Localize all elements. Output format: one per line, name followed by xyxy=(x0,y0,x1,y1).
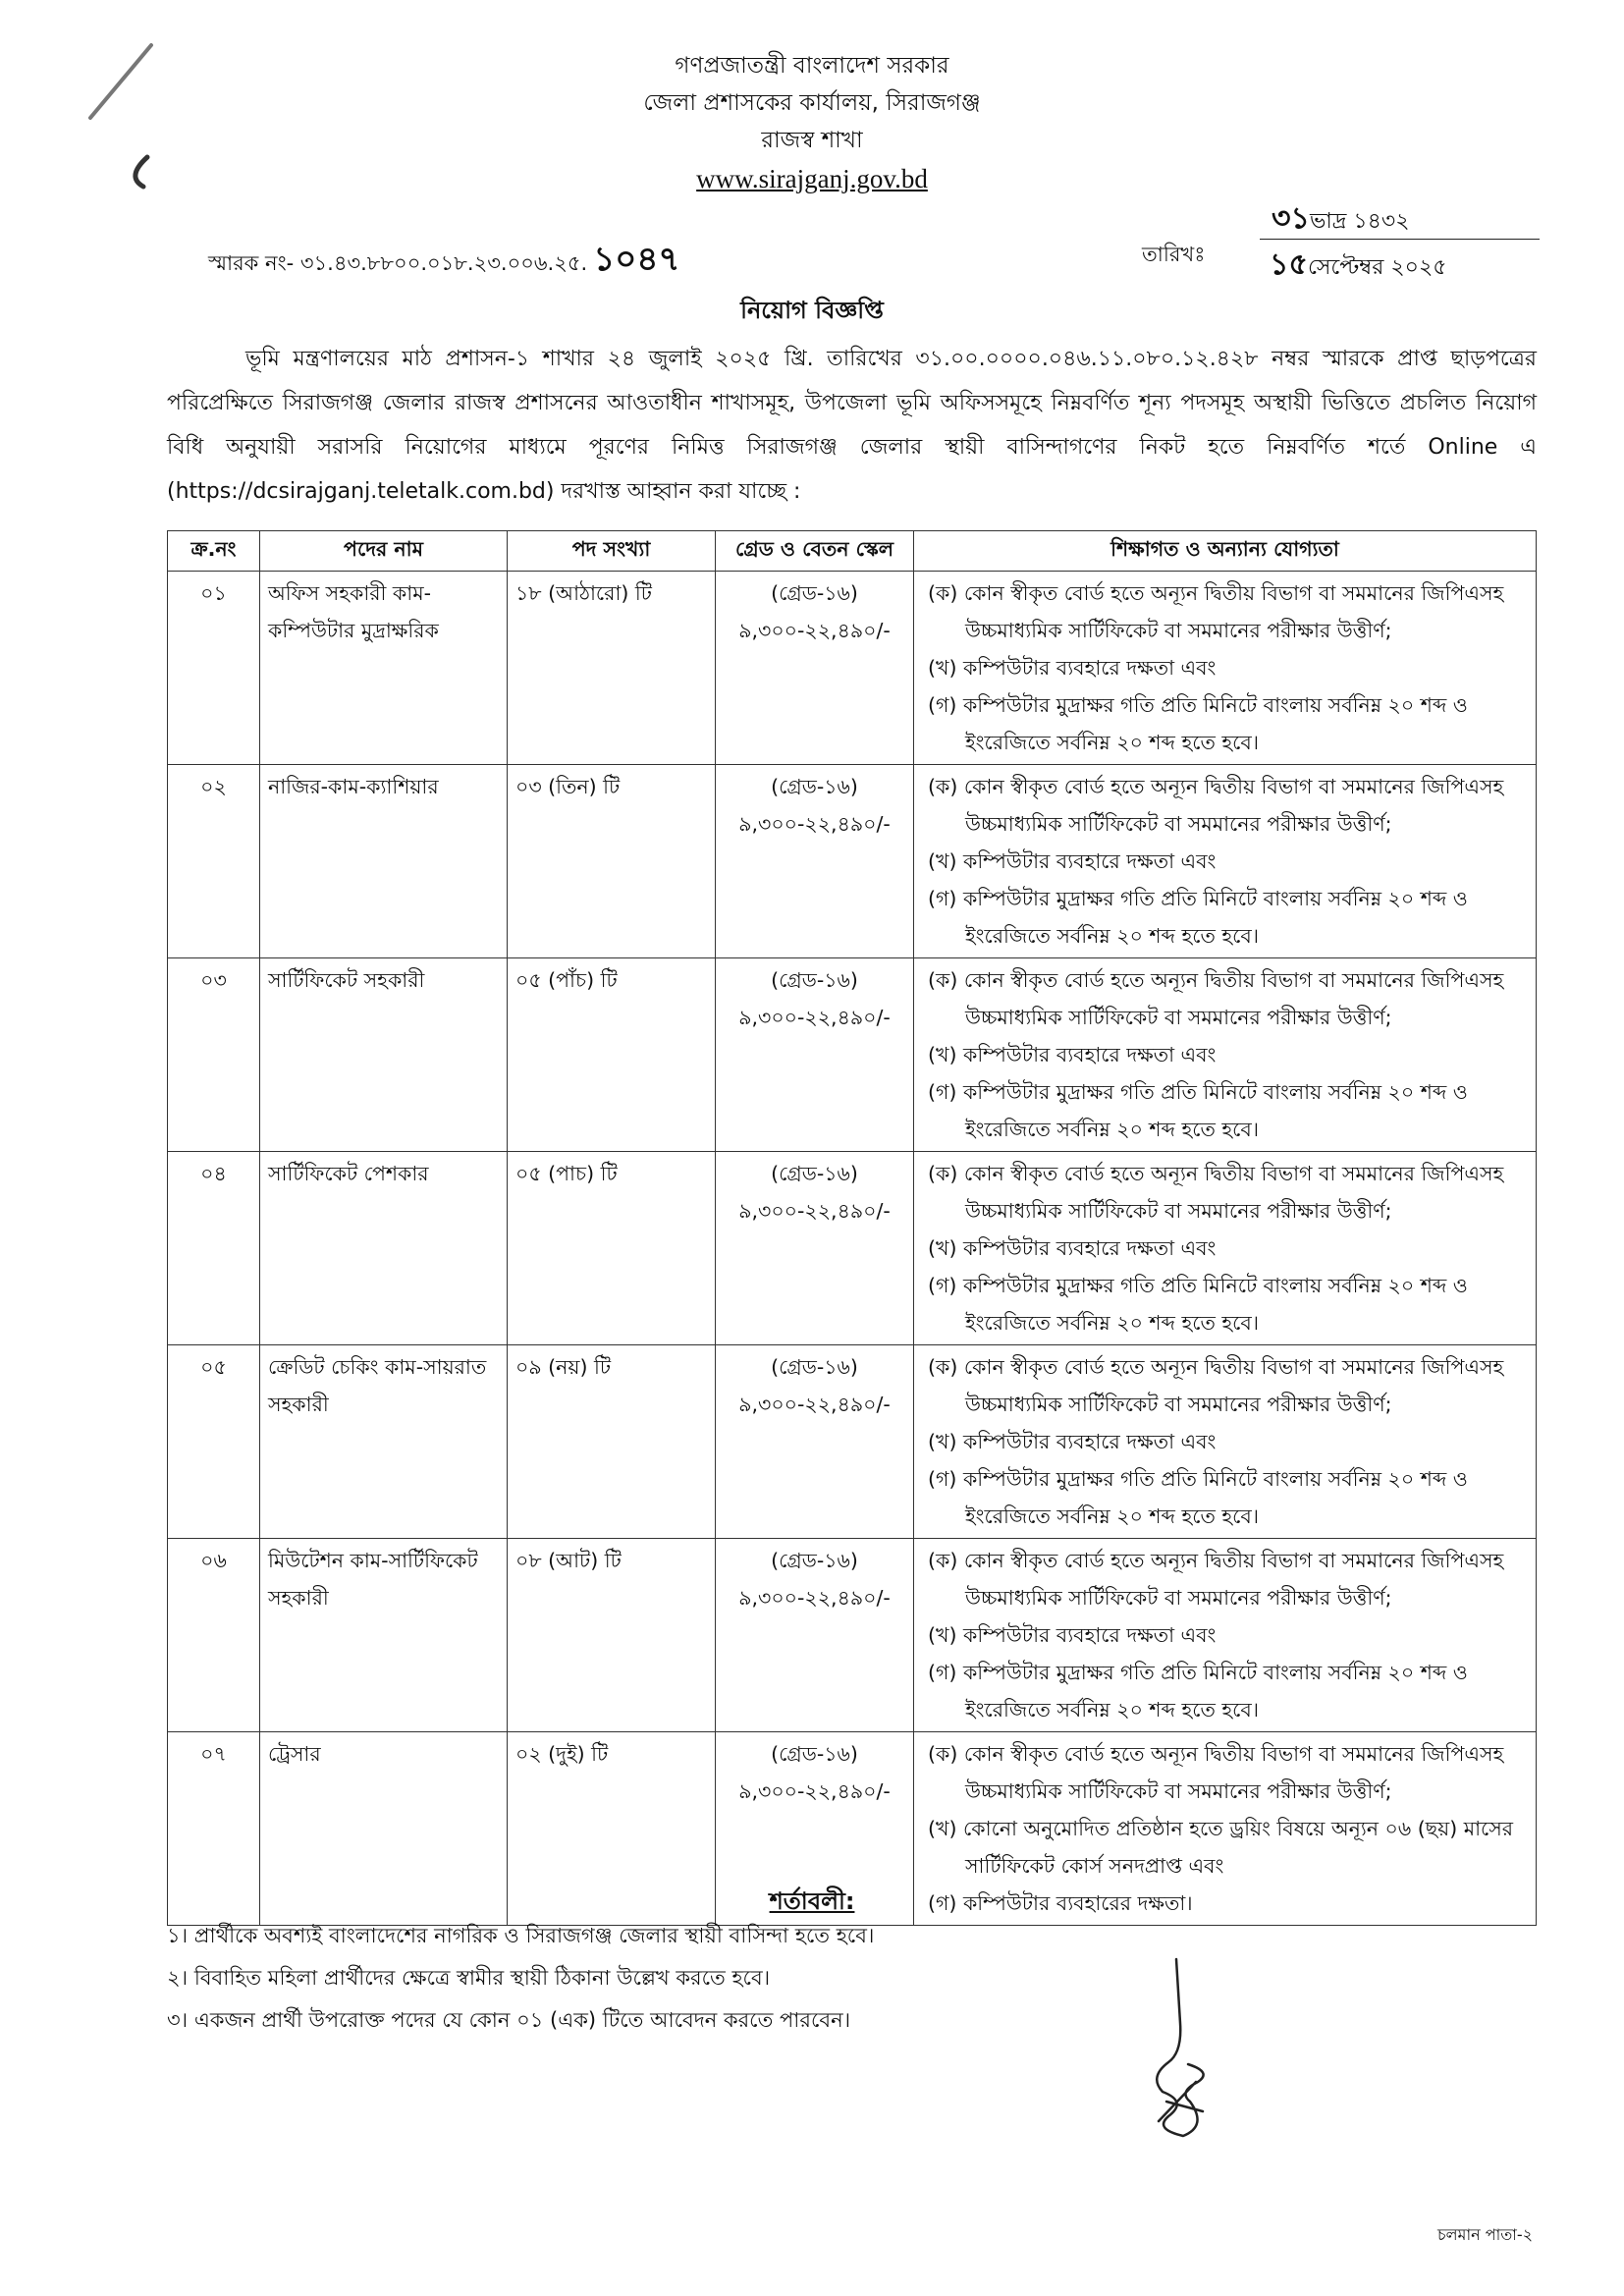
memo-number xyxy=(208,234,680,290)
qualification-a: (ক) কোন স্বীকৃত বোর্ড হতে অন্যূন দ্বিতীয় বিভাগ বা সমমানের জিপিএসহ উচ্চমাধ্যমিক সার্টিফিকেট বা সমমানের পরীক্ষার উত্তীর্ণ; xyxy=(928,775,1504,836)
row-serial: ০৬ xyxy=(168,1539,260,1732)
row-serial: ০২ xyxy=(168,765,260,958)
qualification-a: (ক) কোন স্বীকৃত বোর্ড হতে অন্যূন দ্বিতীয় বিভাগ বা সমমানের জিপিএসহ উচ্চমাধ্যমিক সার্টিফিকেট বা সমমানের পরীক্ষার উত্তীর্ণ; xyxy=(928,581,1504,642)
qualification-b: (খ) কোনো অনুমোদিত প্রতিষ্ঠান হতে ড্রয়িং বিষয়ে অন্যূন ০৬ (ছয়) মাসের সার্টিফিকেট কোর্স সনদপ্রাপ্ত এবং xyxy=(928,1817,1514,1878)
qualification-c: (গ) কম্পিউটার মুদ্রাক্ষর গতি প্রতি মিনিটে বাংলায় সর্বনিম্ন ২০ শব্দ ও ইংরেজিতে সর্বনিম্ন ২০ শব্দ হতে হবে। xyxy=(928,1467,1468,1528)
row-post: সার্টিফিকেট সহকারী xyxy=(260,958,508,1152)
condition-item: ৩। একজন প্রার্থী উপরোক্ত পদের যে কোন ০১ (এক) টিতে আবেদন করতে পারবেন। xyxy=(167,2008,851,2032)
header-serial: ক্র.নং xyxy=(168,531,260,572)
pay-scale: ৯,৩০০-২২,৪৯০/- xyxy=(738,1779,891,1803)
pay-scale: ৯,৩০০-২২,৪৯০/- xyxy=(738,1393,891,1416)
continued-page-note: চলমান পাতা-২ xyxy=(1437,2225,1534,2244)
condition-item: ১। প্রার্থীকে অবশ্যই বাংলাদেশের নাগরিক ও সিরাজগঞ্জ জেলার স্থায়ী বাসিন্দা হতে হবে। xyxy=(167,1924,875,1947)
date-bangla-text: ভাদ্র ১৪৩২ xyxy=(1309,209,1410,234)
row-serial: ০৫ xyxy=(168,1345,260,1539)
pay-scale: ৯,৩০০-২২,৪৯০/- xyxy=(738,1199,891,1223)
qualification-a: (ক) কোন স্বীকৃত বোর্ড হতে অন্যূন দ্বিতীয় বিভাগ বা সমমানের জিপিএসহ উচ্চমাধ্যমিক সার্টিফিকেট বা সমমানের পরীক্ষার উত্তীর্ণ; xyxy=(928,1549,1504,1610)
grade-label: (গ্রেড-১৬) xyxy=(771,581,858,605)
row-serial: ০৩ xyxy=(168,958,260,1152)
row-serial: ০৪ xyxy=(168,1152,260,1345)
date-bangla xyxy=(1272,194,1410,245)
qualification-c: (গ) কম্পিউটার মুদ্রাক্ষর গতি প্রতি মিনিটে বাংলায় সর্বনিম্ন ২০ শব্দ ও ইংরেজিতে সর্বনিম্ন ২০ শব্দ হতে হবে। xyxy=(928,1661,1468,1722)
row-count: ০৩ (তিন) টি xyxy=(508,765,716,958)
office-name: জেলা প্রশাসকের কার্যালয়, সিরাজগঞ্জ xyxy=(643,90,981,116)
row-qualification xyxy=(914,1539,1537,1732)
table-row xyxy=(168,1539,1537,1732)
vacancy-table xyxy=(167,530,1537,1926)
qualification-b: (খ) কম্পিউটার ব্যবহারে দক্ষতা এবং xyxy=(928,656,1217,680)
row-post: ট্রেসার xyxy=(260,1732,508,1926)
qualification-b: (খ) কম্পিউটার ব্যবহারে দক্ষতা এবং xyxy=(928,1236,1217,1260)
row-post: সার্টিফিকেট পেশকার xyxy=(260,1152,508,1345)
table-row xyxy=(168,1345,1537,1539)
govt-name: গণপ্রজাতন্ত্রী বাংলাদেশ সরকার xyxy=(675,53,949,79)
memo-label: স্মারক নং- ৩১.৪৩.৮৮০০.০১৮.২৩.০০৬.২৫. xyxy=(208,251,588,275)
grade-label: (গ্রেড-১৬) xyxy=(771,1549,858,1572)
grade-label: (গ্রেড-১৬) xyxy=(771,1742,858,1766)
intro-paragraph xyxy=(167,337,1537,514)
header-count: পদ সংখ্যা xyxy=(508,531,716,572)
date-english xyxy=(1270,241,1447,291)
row-count: ০২ (দুই) টি xyxy=(508,1732,716,1926)
memo-handwritten-number: ১০৪৭ xyxy=(593,240,680,279)
row-qualification xyxy=(914,1345,1537,1539)
table-row xyxy=(168,765,1537,958)
date-bangla-day: ৩১ xyxy=(1272,201,1310,236)
row-grade xyxy=(716,1152,914,1345)
qualification-c: (গ) কম্পিউটার ব্যবহারের দক্ষতা। xyxy=(928,1891,1193,1915)
grade-label: (গ্রেড-১৬) xyxy=(771,775,858,798)
qualification-b: (খ) কম্পিউটার ব্যবহারে দক্ষতা এবং xyxy=(928,849,1217,873)
table-row xyxy=(168,1152,1537,1345)
notice-title: নিয়োগ বিজ্ঞপ্তি xyxy=(740,297,884,324)
grade-label: (গ্রেড-১৬) xyxy=(771,968,858,992)
qualification-a: (ক) কোন স্বীকৃত বোর্ড হতে অন্যূন দ্বিতীয় বিভাগ বা সমমানের জিপিএসহ উচ্চমাধ্যমিক সার্টিফিকেট বা সমমানের পরীক্ষার উত্তীর্ণ; xyxy=(928,968,1504,1029)
signature-image xyxy=(1129,1954,1227,2151)
row-qualification xyxy=(914,572,1537,765)
qualification-c: (গ) কম্পিউটার মুদ্রাক্ষর গতি প্রতি মিনিটে বাংলায় সর্বনিম্ন ২০ শব্দ ও ইংরেজিতে সর্বনিম্ন ২০ শব্দ হতে হবে। xyxy=(928,1274,1468,1335)
letterhead xyxy=(0,47,1624,198)
row-grade xyxy=(716,572,914,765)
header-grade: গ্রেড ও বেতন স্কেল xyxy=(716,531,914,572)
qualification-b: (খ) কম্পিউটার ব্যবহারে দক্ষতা এবং xyxy=(928,1623,1217,1647)
row-serial: ০৭ xyxy=(168,1732,260,1926)
table-row xyxy=(168,958,1537,1152)
row-post: অফিস সহকারী কাম-কম্পিউটার মুদ্রাক্ষরিক xyxy=(260,572,508,765)
date-english-day: ১৫ xyxy=(1270,247,1308,282)
row-count: ০৫ (পাচ) টি xyxy=(508,1152,716,1345)
qualification-a: (ক) কোন স্বীকৃত বোর্ড হতে অন্যূন দ্বিতীয় বিভাগ বা সমমানের জিপিএসহ উচ্চমাধ্যমিক সার্টিফিকেট বা সমমানের পরীক্ষার উত্তীর্ণ; xyxy=(928,1742,1504,1803)
intro-text: ভূমি মন্ত্রণালয়ের মাঠ প্রশাসন-১ শাখার ২৪ জুলাই ২০২৫ খ্রি. তারিখের ৩১.০০.০০০০.০৪৬.১১.০৮০.১২.৪২৮ নম্বর স্মারকে প্রাপ্ত ছাড়পত্রের পরিপ্রেক্ষিতে সিরাজগঞ্জ জেলার রাজস্ব প্রশাসনের আওতাধীন শাখাসমূহ, উপজেলা ভূমি অফিসসমূহে নিম্নবর্ণিত শূন্য পদসমূহ অস্থায়ী ভিত্তিতে প্রচলিত নিয়োগ বিধি অনুযায়ী সরাসরি নিয়োগের মাধ্যমে পূরণের নিমিত্ত সিরাজগঞ্জ জেলার স্থায়ী বাসিন্দাগণের নিকট হতে নিম্নবর্ণিত শর্তে Online এ (https://dcsirajganj.teletalk.com.bd) দরখাস্ত আহ্বান করা যাচ্ছে : xyxy=(167,347,1537,504)
row-qualification xyxy=(914,1152,1537,1345)
pay-scale: ৯,৩০০-২২,৪৯০/- xyxy=(738,1006,891,1029)
row-grade xyxy=(716,958,914,1152)
row-qualification xyxy=(914,958,1537,1152)
table-row xyxy=(168,572,1537,765)
qualification-c: (গ) কম্পিউটার মুদ্রাক্ষর গতি প্রতি মিনিটে বাংলায় সর্বনিম্ন ২০ শব্দ ও ইংরেজিতে সর্বনিম্ন ২০ শব্দ হতে হবে। xyxy=(928,887,1468,948)
header-qualification: শিক্ষাগত ও অন্যান্য যোগ্যতা xyxy=(914,531,1537,572)
table-header-row xyxy=(168,531,1537,572)
office-website-link[interactable]: www.sirajganj.gov.bd xyxy=(696,164,928,193)
row-grade xyxy=(716,1345,914,1539)
row-count: ০৫ (পাঁচ) টি xyxy=(508,958,716,1152)
pay-scale: ৯,৩০০-২২,৪৯০/- xyxy=(738,812,891,836)
date-label: তারিখঃ xyxy=(1142,243,1206,266)
qualification-a: (ক) কোন স্বীকৃত বোর্ড হতে অন্যূন দ্বিতীয় বিভাগ বা সমমানের জিপিএসহ উচ্চমাধ্যমিক সার্টিফিকেট বা সমমানের পরীক্ষার উত্তীর্ণ; xyxy=(928,1162,1504,1223)
grade-label: (গ্রেড-১৬) xyxy=(771,1355,858,1379)
qualification-c: (গ) কম্পিউটার মুদ্রাক্ষর গতি প্রতি মিনিটে বাংলায় সর্বনিম্ন ২০ শব্দ ও ইংরেজিতে সর্বনিম্ন ২০ শব্দ হতে হবে। xyxy=(928,693,1468,754)
date-divider xyxy=(1260,239,1540,240)
header-post: পদের নাম xyxy=(260,531,508,572)
qualification-c: (গ) কম্পিউটার মুদ্রাক্ষর গতি প্রতি মিনিটে বাংলায় সর্বনিম্ন ২০ শব্দ ও ইংরেজিতে সর্বনিম্ন ২০ শব্দ হতে হবে। xyxy=(928,1080,1468,1141)
row-qualification xyxy=(914,765,1537,958)
row-count: ১৮ (আঠারো) টি xyxy=(508,572,716,765)
qualification-b: (খ) কম্পিউটার ব্যবহারে দক্ষতা এবং xyxy=(928,1430,1217,1453)
grade-label: (গ্রেড-১৬) xyxy=(771,1162,858,1185)
row-post: ক্রেডিট চেকিং কাম-সায়রাত সহকারী xyxy=(260,1345,508,1539)
row-post: নাজির-কাম-ক্যাশিয়ার xyxy=(260,765,508,958)
row-serial: ০১ xyxy=(168,572,260,765)
conditions-title: শর্তাবলী: xyxy=(769,1887,855,1915)
qualification-b: (খ) কম্পিউটার ব্যবহারে দক্ষতা এবং xyxy=(928,1043,1217,1066)
condition-item: ২। বিবাহিত মহিলা প্রার্থীদের ক্ষেত্রে স্বামীর স্থায়ী ঠিকানা উল্লেখ করতে হবে। xyxy=(167,1966,771,1990)
pay-scale: ৯,৩০০-২২,৪৯০/- xyxy=(738,1586,891,1610)
qualification-a: (ক) কোন স্বীকৃত বোর্ড হতে অন্যূন দ্বিতীয় বিভাগ বা সমমানের জিপিএসহ উচ্চমাধ্যমিক সার্টিফিকেট বা সমমানের পরীক্ষার উত্তীর্ণ; xyxy=(928,1355,1504,1416)
pay-scale: ৯,৩০০-২২,৪৯০/- xyxy=(738,619,891,642)
date-english-text: সেপ্টেম্বর ২০২৫ xyxy=(1307,255,1447,280)
row-grade xyxy=(716,765,914,958)
row-count: ০৯ (নয়) টি xyxy=(508,1345,716,1539)
section-name: রাজস্ব শাখা xyxy=(761,128,863,153)
row-grade xyxy=(716,1539,914,1732)
row-post: মিউটেশন কাম-সার্টিফিকেট সহকারী xyxy=(260,1539,508,1732)
row-count: ০৮ (আট) টি xyxy=(508,1539,716,1732)
